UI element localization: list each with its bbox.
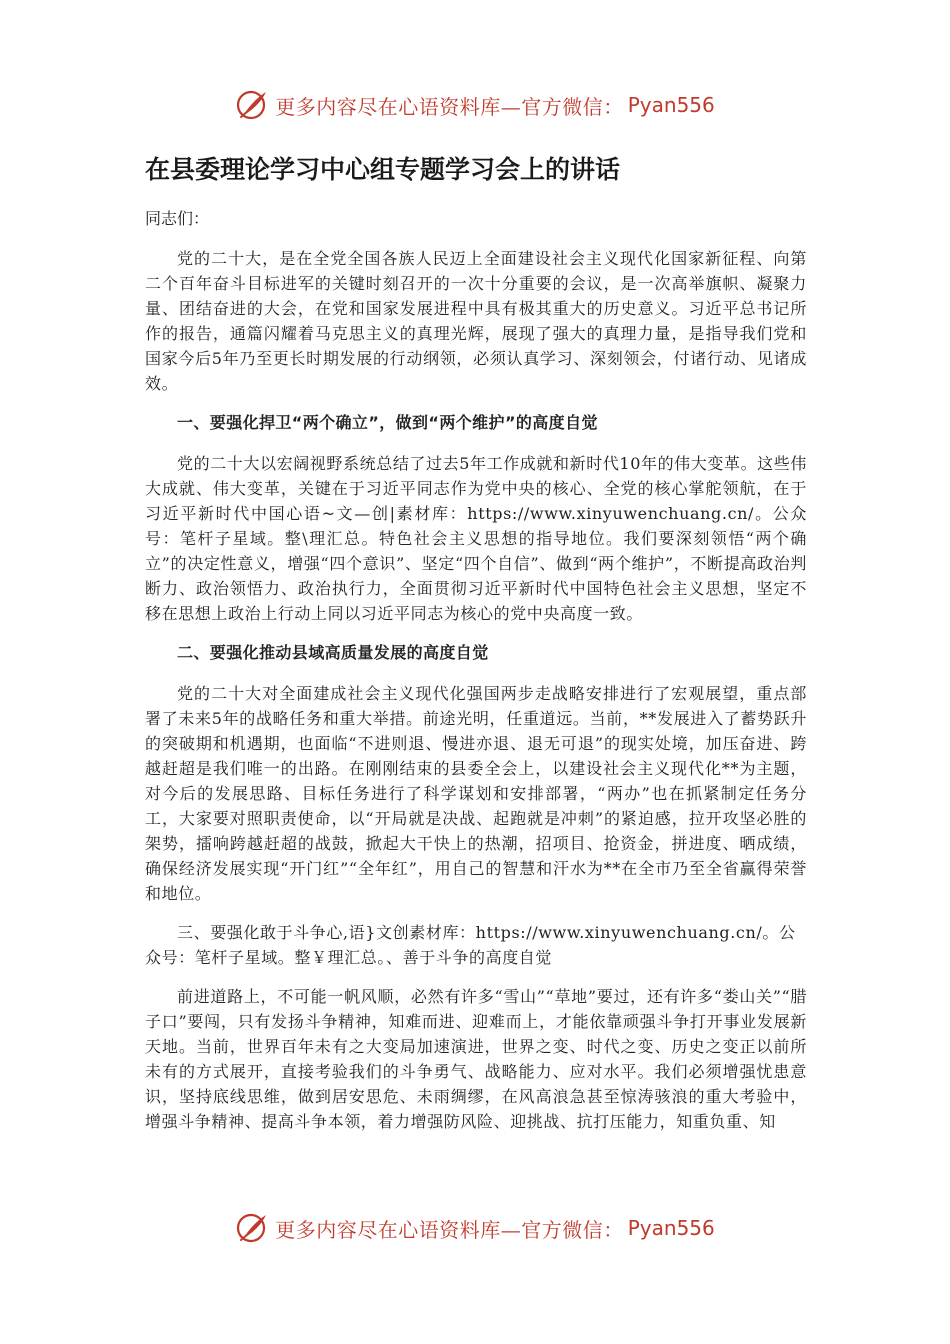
section-1-paragraph: 党的二十大以宏阔视野系统总结了过去5年工作成就和新时代10年的伟大变革。这些伟大成就、伟大变革，关键在于习近平同志作为党中央的核心、全党的核心掌舵领航，在于习近平新时代中国心语~文—创|素材库：https://www.xinyuwenchuang.cn/。公众号：笔杆子星域。整\理汇总。特色社会主义思想的指导地位。我们要深刻领悟“两个确立”的决定性意义，增强“四个意识”、坚定“四个自信”、做到“两个维护”，不断提高政治判断力、政治领悟力、政治执行力，全面贯彻习近平新时代中国特色社会主义思想，坚定不移在思想上政治上行动上同以习近平同志为核心的党中央高度一致。 — [145, 454, 807, 623]
quill-logo-icon — [235, 87, 271, 123]
section-3-heading: 三、要强化敢于斗争心,语}文创素材库：https://www.xinyuwenchuang.cn/。公众号：笔杆子星域。整￥理汇总。、善于斗争的高度自觉 — [145, 923, 796, 967]
watermark-text: 更多内容尽在心语资料库—官方微信： — [275, 1217, 624, 1242]
watermark-text: 更多内容尽在心语资料库—官方微信： — [275, 94, 624, 119]
watermark-banner-bottom — [0, 1203, 950, 1253]
section-2-paragraph: 党的二十大对全面建成社会主义现代化强国两步走战略安排进行了宏观展望，重点部署了未来5年的战略任务和重大举措。前途光明，任重道远。当前，**发展进入了蓄势跃升的突破期和机遇期，也面临“不进则退、慢进亦退、退无可退”的现实处境，加压奋进、跨越赶超是我们唯一的出路。在刚刚结束的县委全会上，以建设社会主义现代化**为主题，对今后的发展思路、目标任务进行了科学谋划和安排部署，“两办”也在抓紧制定任务分工，大家要对照职责使命，以“开局就是决战、起跑就是冲刺”的紧迫感，拉开攻坚必胜的架势，擂响跨越赶超的战鼓，掀起大干快上的热潮，招项目、抢资金，拼进度、晒成绩，确保经济发展实现“开门红”“全年红”，用自己的智慧和汗水为**在全市乃至全省赢得荣誉和地位。 — [145, 684, 807, 903]
document-body — [145, 150, 807, 1148]
watermark-wechat-id: Pyan556 — [627, 1216, 715, 1240]
section-2-heading: 二、要强化推动县域高质量发展的高度自觉 — [177, 643, 489, 662]
watermark-wechat-id: Pyan556 — [627, 93, 715, 117]
quill-logo-icon — [235, 1210, 271, 1246]
intro-paragraph: 党的二十大，是在全党全国各族人民迈上全面建设社会主义现代化国家新征程、向第二个百年奋斗目标进军的关键时刻召开的一次十分重要的会议，是一次高举旗帜、凝聚力量、团结奋进的大会，在党和国家发展进程中具有极其重大的历史意义。习近平总书记所作的报告，通篇闪耀着马克思主义的真理光辉，展现了强大的真理力量，是指导我们党和国家今后5年乃至更长时期发展的行动纲领，必须认真学习、深刻领会，付诸行动、见诸成效。 — [145, 249, 807, 393]
watermark-banner-top — [0, 80, 950, 130]
greeting: 同志们： — [145, 209, 210, 228]
document-title: 在县委理论学习中心组专题学习会上的讲话 — [145, 155, 621, 184]
section-1-heading: 一、要强化捍卫“两个确立”，做到“两个维护”的高度自觉 — [177, 413, 598, 432]
section-3-paragraph: 前进道路上，不可能一帆风顺，必然有许多“雪山”“草地”要过，还有许多“娄山关”“腊子口”要闯，只有发扬斗争精神，知难而进、迎难而上，才能依靠顽强斗争打开事业发展新天地。当前，世界百年未有之大变局加速演进，世界之变、时代之变、历史之变正以前所未有的方式展开，直接考验我们的斗争勇气、战略能力、应对水平。我们必须增强忧患意识，坚持底线思维，做到居安思危、未雨绸缪，在风高浪急甚至惊涛骇浪的重大考验中，增强斗争精神、提高斗争本领，着力增强防风险、迎挑战、抗打压能力，知重负重、知 — [145, 987, 807, 1131]
